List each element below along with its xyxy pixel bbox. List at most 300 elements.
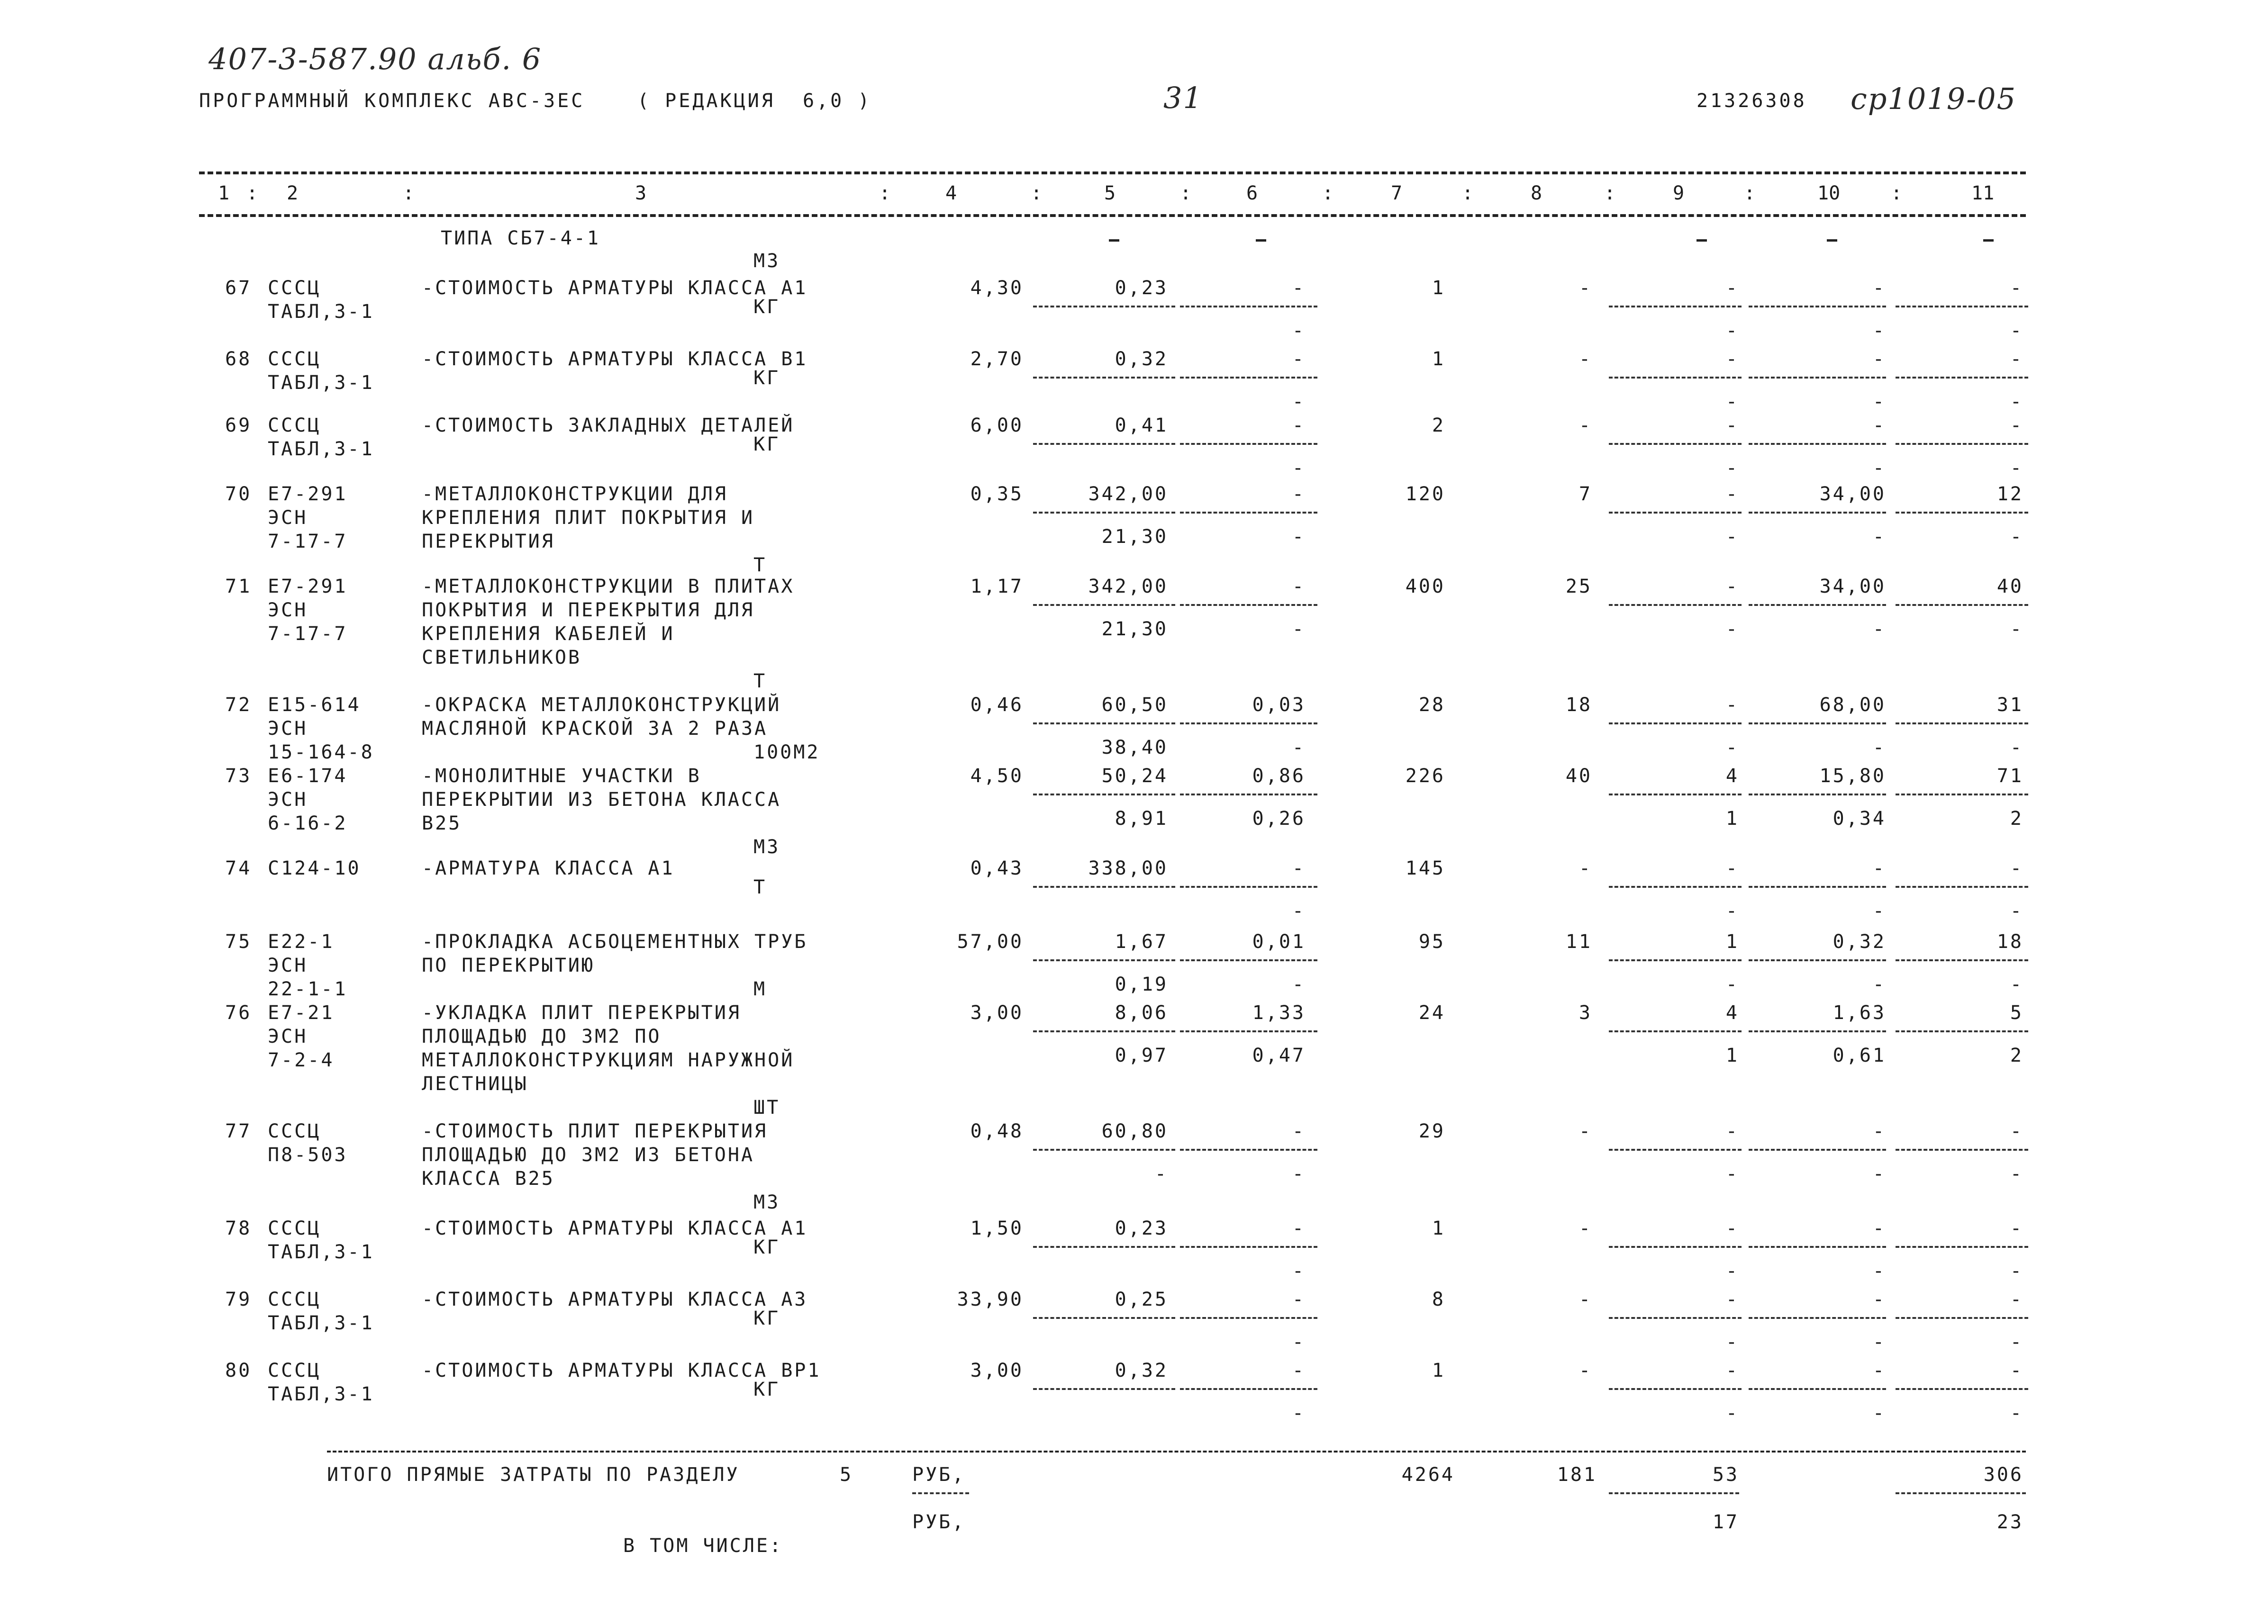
totals-sub-rule <box>1896 1492 2026 1494</box>
labor-rate-sub: 0,34 <box>1833 808 1886 830</box>
labor-rate: - <box>1872 415 1886 436</box>
cell-divider-rule <box>1033 886 1175 888</box>
work-description: ПЕРЕКРЫТИИ ИЗ БЕТОНА КЛАССА <box>422 789 781 811</box>
labor-total-sub: - <box>2010 391 2023 413</box>
machine-cost-wages: - <box>1292 457 1306 479</box>
unit-of-measure: ШТ <box>753 1097 780 1119</box>
labor-total-sub: - <box>2010 1331 2023 1353</box>
quantity: 3,00 <box>970 1360 1024 1381</box>
machine-cost-wages: - <box>1292 900 1306 922</box>
labor-total-sub: - <box>2010 1402 2023 1424</box>
machine-total-wages: - <box>1725 457 1739 479</box>
cell-divider-rule <box>1749 959 1886 961</box>
machine-total: - <box>1725 1120 1739 1142</box>
column-header-3: 3 <box>635 182 647 204</box>
column-separator: : <box>1604 182 1616 204</box>
work-description: КРЕПЛЕНИЯ КАБЕЛЕЙ И <box>422 623 675 645</box>
unit-cost-wages: 21,30 <box>1101 526 1168 548</box>
labor-total-sub: 2 <box>2010 808 2023 830</box>
cell-divider-rule <box>1749 306 1886 307</box>
cell-divider-rule <box>1180 794 1317 795</box>
labor-total-sub: 2 <box>2010 1045 2023 1066</box>
machine-cost: - <box>1292 483 1306 505</box>
unit-of-measure: М3 <box>753 1191 780 1213</box>
column-header-9: 9 <box>1673 182 1685 204</box>
document-number: 21326308 <box>1696 90 1807 112</box>
row-number: 73 <box>225 765 252 787</box>
norm-code: Е22-1 <box>268 931 335 953</box>
labor-rate: 1,63 <box>1833 1002 1886 1024</box>
work-description: -МЕТАЛЛОКОНСТРУКЦИИ ДЛЯ <box>422 483 728 505</box>
cell-divider-rule <box>1609 1030 1742 1032</box>
unit-cost: 0,23 <box>1115 1218 1168 1239</box>
unit-cost: 0,41 <box>1115 415 1168 436</box>
unit-cost-wages: 21,30 <box>1101 618 1168 640</box>
machine-total-wages: - <box>1725 526 1739 548</box>
machine-total: - <box>1725 483 1739 505</box>
cell-divider-rule <box>1609 959 1742 961</box>
labor-total: 5 <box>2010 1002 2023 1024</box>
wages-total: - <box>1579 1289 1592 1310</box>
labor-rate: - <box>1872 277 1886 299</box>
fragment-dash <box>1696 239 1707 242</box>
cell-divider-rule <box>1033 1388 1175 1390</box>
norm-code: ТАБЛ,3-1 <box>268 438 374 460</box>
column-header-10: 10 <box>1817 182 1841 204</box>
norm-code: ЭСН <box>268 789 308 811</box>
wages-total: - <box>1579 415 1592 436</box>
work-description: КЛАССА В25 <box>422 1168 555 1190</box>
column-separator: : <box>403 182 415 204</box>
unit-of-measure: КГ <box>753 1379 780 1400</box>
work-description: ПЛОЩАДЬЮ ДО 3М2 ПО <box>422 1026 662 1047</box>
cell-divider-rule <box>1033 1030 1175 1032</box>
labor-rate-sub: - <box>1872 320 1886 342</box>
work-description: -СТОИМОСТЬ АРМАТУРЫ КЛАССА В1 <box>422 348 808 370</box>
totals-col7: 4264 <box>1401 1464 1455 1486</box>
machine-total: - <box>1725 415 1739 436</box>
work-description: -МЕТАЛЛОКОНСТРУКЦИИ В ПЛИТАХ <box>422 576 795 597</box>
unit-of-measure: Т <box>753 554 767 576</box>
column-separator: : <box>1031 182 1043 204</box>
cell-divider-rule <box>1896 1149 2028 1151</box>
machine-total: - <box>1725 857 1739 879</box>
machine-total-wages: - <box>1725 1402 1739 1424</box>
unit-of-measure: КГ <box>753 296 780 318</box>
total-cost: 29 <box>1418 1120 1445 1142</box>
column-header-6: 6 <box>1246 182 1258 204</box>
unit-of-measure: КГ <box>753 367 780 389</box>
labor-rate: - <box>1872 857 1886 879</box>
cell-divider-rule <box>1180 1030 1317 1032</box>
cell-divider-rule <box>1033 1246 1175 1248</box>
work-description: -СТОИМОСТЬ АРМАТУРЫ КЛАССА ВР1 <box>422 1360 821 1381</box>
labor-rate-sub: 0,61 <box>1833 1045 1886 1066</box>
machine-cost: - <box>1292 857 1306 879</box>
cell-divider-rule <box>1033 306 1175 307</box>
cell-divider-rule <box>1749 886 1886 888</box>
labor-rate: - <box>1872 1218 1886 1239</box>
machine-cost-wages: - <box>1292 391 1306 413</box>
cell-divider-rule <box>1749 604 1886 606</box>
total-cost: 120 <box>1405 483 1445 505</box>
totals-col9-sub: 17 <box>1712 1511 1739 1533</box>
labor-total: 71 <box>1996 765 2023 787</box>
labor-rate-sub: - <box>1872 737 1886 758</box>
cell-divider-rule <box>1180 886 1317 888</box>
work-description: ПО ПЕРЕКРЫТИЮ <box>422 955 595 976</box>
machine-total-wages: - <box>1725 974 1739 995</box>
labor-total: - <box>2010 1360 2023 1381</box>
cell-divider-rule <box>1609 443 1742 445</box>
cell-divider-rule <box>1896 512 2028 514</box>
fragment-unit: М3 <box>753 250 780 272</box>
totals-label: ИТОГО ПРЯМЫЕ ЗАТРАТЫ ПО РАЗДЕЛУ <box>327 1464 740 1486</box>
cell-divider-rule <box>1896 722 2028 724</box>
cell-divider-rule <box>1180 604 1317 606</box>
norm-code: Е6-174 <box>268 765 348 787</box>
machine-cost: 0,86 <box>1252 765 1306 787</box>
norm-code: ЭСН <box>268 1026 308 1047</box>
column-header-8: 8 <box>1531 182 1542 204</box>
total-cost: 95 <box>1418 931 1445 953</box>
machine-cost-wages: - <box>1292 526 1306 548</box>
unit-cost-wages: 0,19 <box>1115 974 1168 995</box>
wages-total: 3 <box>1579 1002 1592 1024</box>
machine-cost: - <box>1292 277 1306 299</box>
handwritten-reference: ср1019-05 <box>1851 81 2017 116</box>
wages-total: 25 <box>1565 576 1592 597</box>
labor-rate-sub: - <box>1872 618 1886 640</box>
cell-divider-rule <box>1180 959 1317 961</box>
machine-total: 1 <box>1725 931 1739 953</box>
labor-rate: - <box>1872 1120 1886 1142</box>
norm-code: 7-17-7 <box>268 531 348 552</box>
norm-code: Е7-291 <box>268 576 348 597</box>
machine-cost: 0,03 <box>1252 694 1306 716</box>
quantity: 0,46 <box>970 694 1024 716</box>
machine-total-wages: 1 <box>1725 808 1739 830</box>
cell-divider-rule <box>1033 512 1175 514</box>
labor-rate: - <box>1872 1289 1886 1310</box>
machine-total: 4 <box>1725 1002 1739 1024</box>
labor-rate: - <box>1872 348 1886 370</box>
wages-total: - <box>1579 348 1592 370</box>
fragment-dash <box>1109 239 1119 242</box>
cell-divider-rule <box>1749 722 1886 724</box>
quantity: 6,00 <box>970 415 1024 436</box>
machine-cost-wages: 0,47 <box>1252 1045 1306 1066</box>
norm-code: ЭСН <box>268 507 308 529</box>
cell-divider-rule <box>1180 1246 1317 1248</box>
norm-code: СССЦ <box>268 277 321 299</box>
machine-total: - <box>1725 1218 1739 1239</box>
column-separator: : <box>1322 182 1334 204</box>
cell-divider-rule <box>1896 886 2028 888</box>
cell-divider-rule <box>1896 1030 2028 1032</box>
handwritten-code: 407-3-587.90 альб. 6 <box>209 42 542 76</box>
cell-divider-rule <box>1749 1149 1886 1151</box>
quantity: 57,00 <box>957 931 1024 953</box>
norm-code: ЭСН <box>268 955 308 976</box>
labor-total: 31 <box>1996 694 2023 716</box>
machine-cost: - <box>1292 1120 1306 1142</box>
machine-total: - <box>1725 277 1739 299</box>
machine-total: 4 <box>1725 765 1739 787</box>
norm-code: СССЦ <box>268 415 321 436</box>
work-description: -СТОИМОСТЬ АРМАТУРЫ КЛАССА А3 <box>422 1289 808 1310</box>
cell-divider-rule <box>1033 794 1175 795</box>
quantity: 2,70 <box>970 348 1024 370</box>
norm-code: СССЦ <box>268 348 321 370</box>
cell-divider-rule <box>1180 1317 1317 1319</box>
norm-code: ТАБЛ,3-1 <box>268 1312 374 1334</box>
page-number: 31 <box>1163 81 1203 115</box>
wages-total: 7 <box>1579 483 1592 505</box>
labor-rate-sub: - <box>1872 974 1886 995</box>
quantity: 4,30 <box>970 277 1024 299</box>
cell-divider-rule <box>1749 443 1886 445</box>
unit-cost: 0,32 <box>1115 1360 1168 1381</box>
work-description: ПЕРЕКРЫТИЯ <box>422 531 555 552</box>
cell-divider-rule <box>1180 443 1317 445</box>
unit-cost: 60,80 <box>1101 1120 1168 1142</box>
cell-divider-rule <box>1180 306 1317 307</box>
work-description: -МОНОЛИТНЫЕ УЧАСТКИ В <box>422 765 701 787</box>
machine-total: - <box>1725 1360 1739 1381</box>
cell-divider-rule <box>1749 794 1886 795</box>
cell-divider-rule <box>1896 604 2028 606</box>
unit-cost-wages: 38,40 <box>1101 737 1168 758</box>
cell-divider-rule <box>1033 443 1175 445</box>
machine-cost: - <box>1292 1360 1306 1381</box>
wages-total: 11 <box>1565 931 1592 953</box>
work-description: -ПРОКЛАДКА АСБОЦЕМЕНТНЫХ ТРУБ <box>422 931 808 953</box>
unit-cost: 0,32 <box>1115 348 1168 370</box>
machine-cost-wages: 0,26 <box>1252 808 1306 830</box>
quantity: 4,50 <box>970 765 1024 787</box>
norm-code: 7-2-4 <box>268 1049 335 1071</box>
cell-divider-rule <box>1033 604 1175 606</box>
machine-cost-wages: - <box>1292 320 1306 342</box>
column-separator: : <box>1180 182 1192 204</box>
cell-divider-rule <box>1896 306 2028 307</box>
fragment-dash <box>1256 239 1266 242</box>
labor-rate-sub: - <box>1872 1163 1886 1185</box>
labor-rate-sub: - <box>1872 457 1886 479</box>
norm-code: СССЦ <box>268 1218 321 1239</box>
column-separator: : <box>1891 182 1903 204</box>
cell-divider-rule <box>1033 959 1175 961</box>
machine-cost: - <box>1292 1218 1306 1239</box>
cell-divider-rule <box>1609 306 1742 307</box>
cell-divider-rule <box>1749 377 1886 379</box>
labor-rate-sub: - <box>1872 1402 1886 1424</box>
labor-total: - <box>2010 415 2023 436</box>
total-cost: 226 <box>1405 765 1445 787</box>
cell-divider-rule <box>1609 1246 1742 1248</box>
machine-cost: 0,01 <box>1252 931 1306 953</box>
cell-divider-rule <box>1033 1149 1175 1151</box>
totals-sub-rule <box>1609 1492 1739 1494</box>
cell-divider-rule <box>1609 886 1742 888</box>
cell-divider-rule <box>1033 722 1175 724</box>
machine-total-wages: - <box>1725 737 1739 758</box>
machine-cost: - <box>1292 415 1306 436</box>
column-header-5: 5 <box>1104 182 1116 204</box>
unit-cost-wages: - <box>1154 1163 1168 1185</box>
unit-of-measure: Т <box>753 670 767 692</box>
machine-total-wages: - <box>1725 1331 1739 1353</box>
cell-divider-rule <box>1609 794 1742 795</box>
cell-divider-rule <box>1896 1317 2028 1319</box>
fragment-dash <box>1983 239 1994 242</box>
labor-rate-sub: - <box>1872 1331 1886 1353</box>
work-description: -ОКРАСКА МЕТАЛЛОКОНСТРУКЦИЙ <box>422 694 781 716</box>
cell-divider-rule <box>1180 722 1317 724</box>
norm-code: ТАБЛ,3-1 <box>268 301 374 323</box>
labor-rate-sub: - <box>1872 1260 1886 1282</box>
cell-divider-rule <box>1896 377 2028 379</box>
unit-cost: 8,06 <box>1115 1002 1168 1024</box>
row-number: 68 <box>225 348 252 370</box>
norm-code: С124-10 <box>268 857 361 879</box>
labor-rate-sub: - <box>1872 900 1886 922</box>
labor-total: 12 <box>1996 483 2023 505</box>
cell-divider-rule <box>1180 1149 1317 1151</box>
unit-cost: 60,50 <box>1101 694 1168 716</box>
cell-divider-rule <box>1609 377 1742 379</box>
row-number: 72 <box>225 694 252 716</box>
table-top-rule <box>199 171 2026 174</box>
totals-sub-rule <box>912 1492 969 1494</box>
norm-code: 15-164-8 <box>268 741 374 763</box>
norm-code: ТАБЛ,3-1 <box>268 1383 374 1405</box>
machine-cost-wages: - <box>1292 1260 1306 1282</box>
total-cost: 1 <box>1432 1360 1445 1381</box>
norm-code: СССЦ <box>268 1360 321 1381</box>
norm-code: ТАБЛ,3-1 <box>268 1241 374 1263</box>
cell-divider-rule <box>1609 604 1742 606</box>
cell-divider-rule <box>1609 722 1742 724</box>
labor-rate-sub: - <box>1872 526 1886 548</box>
norm-code: ТАБЛ,3-1 <box>268 372 374 394</box>
total-cost: 1 <box>1432 1218 1445 1239</box>
cell-divider-rule <box>1609 512 1742 514</box>
machine-cost-wages: - <box>1292 737 1306 758</box>
wages-total: - <box>1579 1360 1592 1381</box>
total-cost: 145 <box>1405 857 1445 879</box>
edition-label: ( РЕДАКЦИЯ 6,0 ) <box>637 90 872 112</box>
norm-code: ЭСН <box>268 599 308 621</box>
unit-cost: 0,25 <box>1115 1289 1168 1310</box>
wages-total: - <box>1579 1120 1592 1142</box>
cell-divider-rule <box>1749 1388 1886 1390</box>
row-number: 75 <box>225 931 252 953</box>
column-header-2: 2 <box>287 182 299 204</box>
work-description: -СТОИМОСТЬ ПЛИТ ПЕРЕКРЫТИЯ <box>422 1120 768 1142</box>
cell-divider-rule <box>1180 512 1317 514</box>
norm-code: 7-17-7 <box>268 623 348 645</box>
work-description: ПОКРЫТИЯ И ПЕРЕКРЫТИЯ ДЛЯ <box>422 599 755 621</box>
machine-cost-wages: - <box>1292 974 1306 995</box>
totals-col11-sub: 23 <box>1996 1511 2023 1533</box>
cell-divider-rule <box>1033 1317 1175 1319</box>
column-separator: : <box>1744 182 1756 204</box>
labor-total: - <box>2010 1120 2023 1142</box>
norm-code: Е7-291 <box>268 483 348 505</box>
total-cost: 400 <box>1405 576 1445 597</box>
column-separator: : <box>879 182 891 204</box>
labor-total-sub: - <box>2010 457 2023 479</box>
cell-divider-rule <box>1180 377 1317 379</box>
quantity: 33,90 <box>957 1289 1024 1310</box>
totals-section: 5 <box>840 1464 853 1486</box>
unit-cost: 338,00 <box>1088 857 1168 879</box>
totals-rule <box>327 1451 2026 1453</box>
cell-divider-rule <box>1896 1246 2028 1248</box>
quantity: 0,35 <box>970 483 1024 505</box>
labor-total-sub: - <box>2010 320 2023 342</box>
unit-of-measure: КГ <box>753 1308 780 1329</box>
labor-total: - <box>2010 348 2023 370</box>
labor-total-sub: - <box>2010 900 2023 922</box>
quantity: 0,48 <box>970 1120 1024 1142</box>
total-cost: 24 <box>1418 1002 1445 1024</box>
labor-total: - <box>2010 1218 2023 1239</box>
unit-cost: 342,00 <box>1088 483 1168 505</box>
fragment-dash <box>1827 239 1837 242</box>
norm-code: СССЦ <box>268 1289 321 1310</box>
cell-divider-rule <box>1749 512 1886 514</box>
labor-total-sub: - <box>2010 1260 2023 1282</box>
work-description: СВЕТИЛЬНИКОВ <box>422 647 581 668</box>
cell-divider-rule <box>1609 1388 1742 1390</box>
cell-divider-rule <box>1749 1317 1886 1319</box>
unit-of-measure: Т <box>753 876 767 898</box>
labor-rate: 15,80 <box>1819 765 1886 787</box>
unit-of-measure: М <box>753 978 767 1000</box>
cell-divider-rule <box>1896 1388 2028 1390</box>
wages-total: - <box>1579 857 1592 879</box>
unit-of-measure: КГ <box>753 1236 780 1258</box>
totals-unit-2: РУБ, <box>912 1511 966 1533</box>
machine-total: - <box>1725 694 1739 716</box>
total-cost: 8 <box>1432 1289 1445 1310</box>
labor-rate: 68,00 <box>1819 694 1886 716</box>
work-description: МАСЛЯНОЙ КРАСКОЙ ЗА 2 РАЗА <box>422 718 768 740</box>
unit-of-measure: КГ <box>753 433 780 455</box>
totals-col9: 53 <box>1712 1464 1739 1486</box>
totals-unit: РУБ, <box>912 1464 966 1486</box>
unit-cost: 50,24 <box>1101 765 1168 787</box>
machine-total-wages: 1 <box>1725 1045 1739 1066</box>
labor-total-sub: - <box>2010 1163 2023 1185</box>
cell-divider-rule <box>1033 377 1175 379</box>
row-number: 70 <box>225 483 252 505</box>
norm-code: 22-1-1 <box>268 978 348 1000</box>
total-cost: 1 <box>1432 348 1445 370</box>
row-number: 74 <box>225 857 252 879</box>
work-description: -АРМАТУРА КЛАССА А1 <box>422 857 675 879</box>
work-description: -СТОИМОСТЬ АРМАТУРЫ КЛАССА А1 <box>422 277 808 299</box>
wages-total: - <box>1579 277 1592 299</box>
total-cost: 28 <box>1418 694 1445 716</box>
machine-total-wages: - <box>1725 900 1739 922</box>
machine-total: - <box>1725 576 1739 597</box>
column-header-11: 11 <box>1971 182 1995 204</box>
row-number: 71 <box>225 576 252 597</box>
